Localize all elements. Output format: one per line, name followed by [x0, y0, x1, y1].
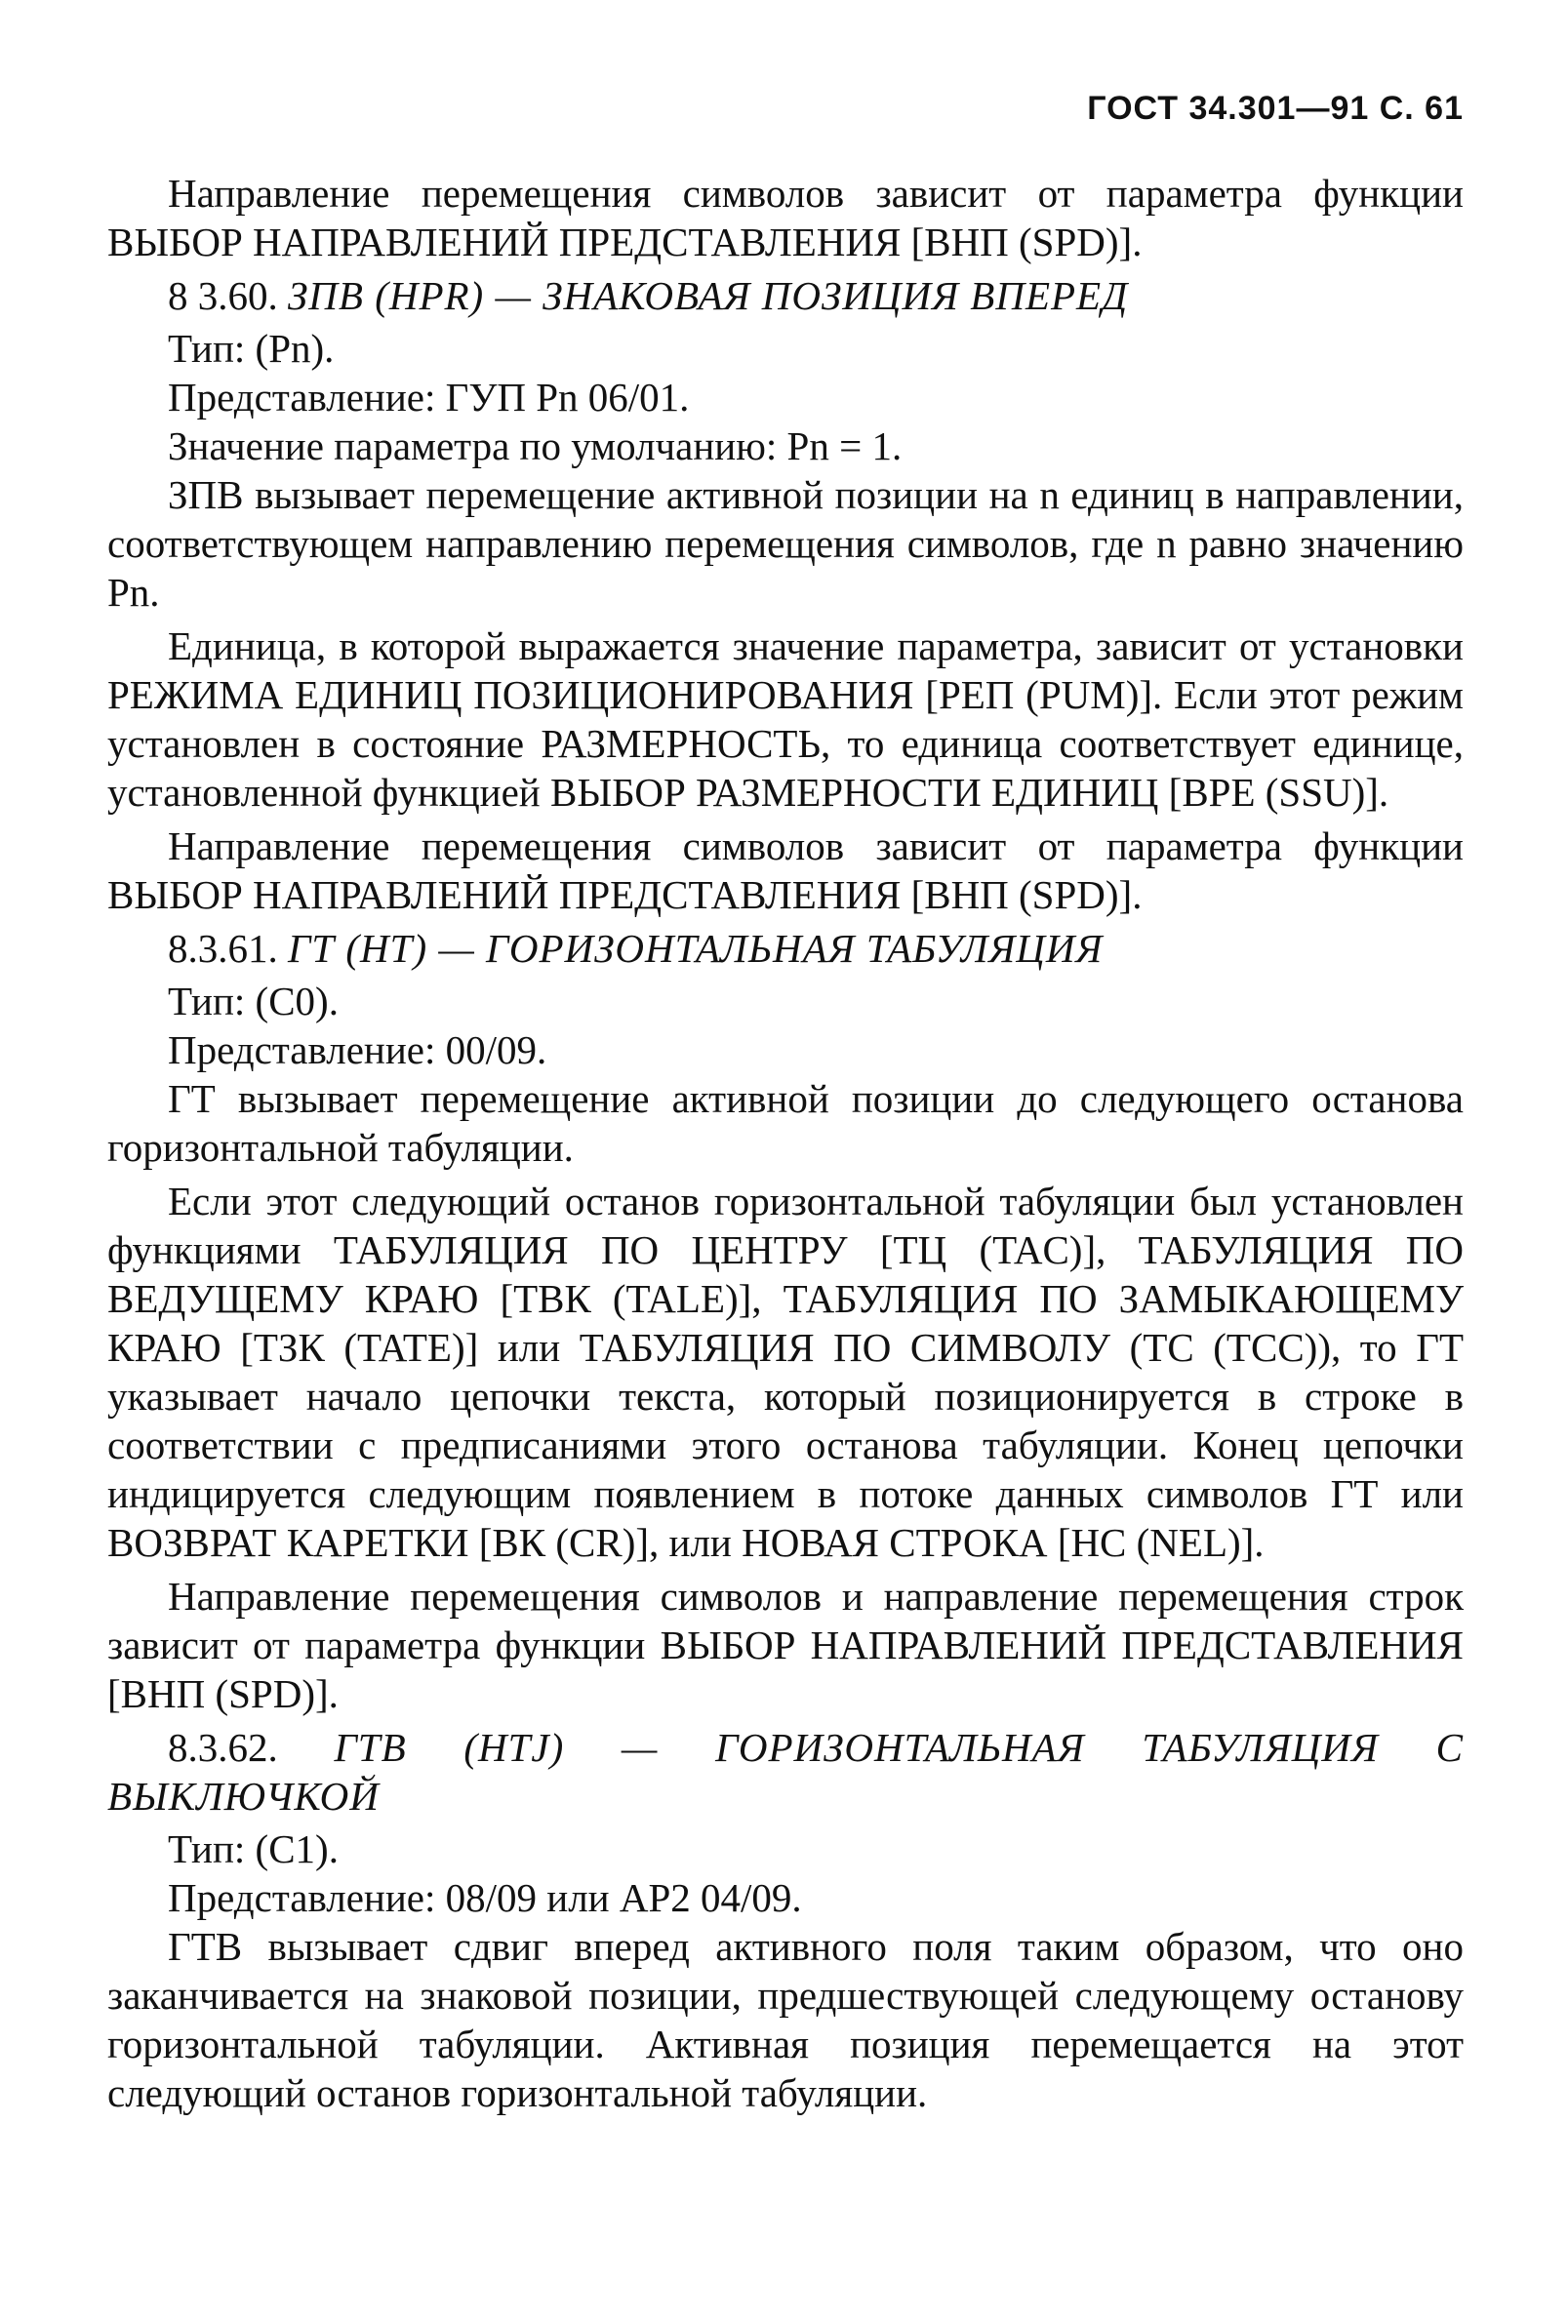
section-title: ЗПВ (HPR) — ЗНАКОВАЯ ПОЗИЦИЯ ВПЕРЕД: [288, 273, 1129, 318]
document-page: [107, 78, 1464, 2122]
type-line: Тип: (Pn).: [168, 326, 335, 371]
paragraph: Если этот следующий останов горизонтальной табуляции был установлен функциями ТАБУЛЯЦИЯ ПО ЦЕНТРУ [ТЦ (TAC)], ТАБУЛЯЦИЯ ПО ВЕДУЩЕМУ КРАЮ [ТВК (TALE)], ТАБУЛЯЦИЯ ПО ЗАМЫКАЮЩЕМУ КРАЮ [ТЗК (TATE)] или ТАБУЛЯЦИЯ ПО СИМВОЛУ (ТС (TCC)), то ГТ указывает начало цепочки текста, который позиционируется в строке в соответствии с предписаниями этого останова табуляции. Конец цепочки индицируется следующим появлением в потоке данных символов ГТ или ВОЗВРАТ КАРЕТКИ [ВК (CR)], или НОВАЯ СТРОКА [НС (NEL)].: [107, 1179, 1464, 1565]
section-title: ГТ (HT) — ГОРИЗОНТАЛЬНАЯ ТАБУЛЯЦИЯ: [288, 926, 1104, 971]
section-number: 8.3.62.: [168, 1725, 278, 1770]
section-title: ГТВ (HTJ) — ГОРИЗОНТАЛЬНАЯ ТАБУЛЯЦИЯ С ВЫКЛЮЧКОЙ: [107, 1725, 1464, 1819]
paragraph-intro: Направление перемещения символов зависит от параметра функции ВЫБОР НАПРАВЛЕНИЙ ПРЕДСТАВЛЕНИЯ [ВНП (SPD)].: [107, 171, 1464, 264]
representation-line: Представление: 08/09 или АР2 04/09.: [168, 1875, 802, 1920]
paragraph: Направление перемещения символов и направление перемещения строк зависит от параметра функции ВЫБОР НАПРАВЛЕНИЙ ПРЕДСТАВЛЕНИЯ [ВНП (SPD)].: [107, 1574, 1464, 1716]
section-heading-8-3-62: [107, 1723, 1464, 1821]
paragraph: Единица, в которой выражается значение параметра, зависит от установки РЕЖИМА ЕДИНИЦ ПОЗИЦИОНИРОВАНИЯ [РЕП (PUM)]. Если этот режим установлен в состояние РАЗМЕРНОСТЬ, то единица соответствует единице, установленной функцией ВЫБОР РАЗМЕРНОСТИ ЕДИНИЦ [ВРЕ (SSU)].: [107, 623, 1464, 815]
paragraph: ГТВ вызывает сдвиг вперед активного поля таким образом, что оно заканчивается на знаковой позиции, предшествующей следующему останову горизонтальной табуляции. Активная позиция перемещается на этот следующий останов горизонтальной табуляции.: [107, 1924, 1464, 2115]
default-value-line: Значение параметра по умолчанию: Pn = 1.: [168, 423, 903, 468]
section-heading-8-3-60: [107, 271, 1464, 320]
representation-line: Представление: ГУП Pn 06/01.: [168, 375, 690, 420]
type-line: Тип: (C0).: [168, 979, 339, 1023]
section-number: 8 3.60.: [168, 273, 278, 318]
paragraph: ГТ вызывает перемещение активной позиции до следующего останова горизонтальной табуляции.: [107, 1076, 1464, 1170]
running-head: ГОСТ 34.301—91 С. 61: [1087, 90, 1464, 127]
section-number: 8.3.61.: [168, 926, 278, 971]
section-heading-8-3-61: [107, 924, 1464, 973]
paragraph: Направление перемещения символов зависит от параметра функции ВЫБОР НАПРАВЛЕНИЙ ПРЕДСТАВЛЕНИЯ [ВНП (SPD)].: [107, 823, 1464, 917]
paragraph: ЗПВ вызывает перемещение активной позиции на n единиц в направлении, соответствующем направлению перемещения символов, где n равно значению Pn.: [107, 472, 1464, 615]
representation-line: Представление: 00/09.: [168, 1027, 547, 1072]
type-line: Тип: (C1).: [168, 1826, 339, 1871]
